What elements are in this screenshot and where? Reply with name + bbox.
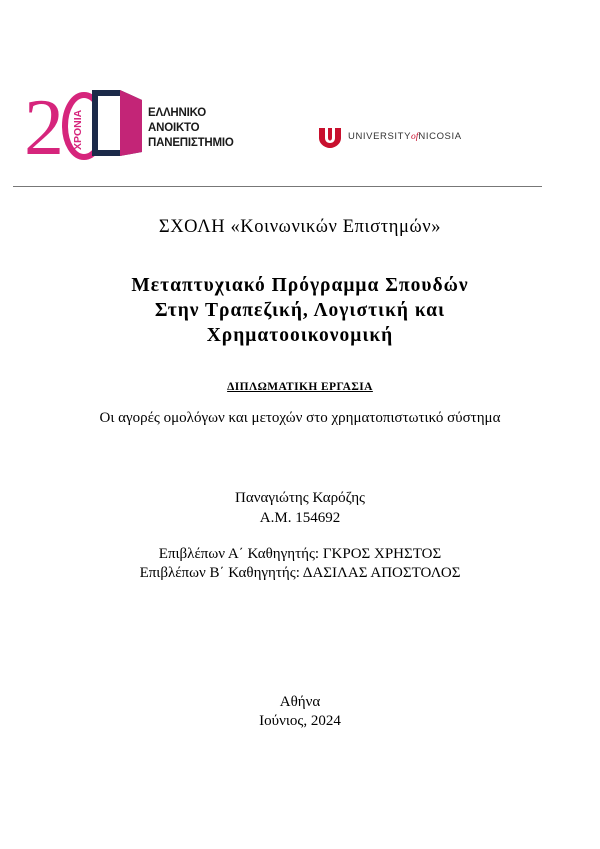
unic-text-nicosia: NICOSIA [418,131,462,142]
student-registration-number: Α.Μ. 154692 [259,510,341,526]
thesis-title: Οι αγορές ομολόγων και μετοχών στο χρηματοπιστωτικό σύστημα [99,410,501,426]
program-title-line-1: Μεταπτυχιακό Πρόγραμμα Σπουδών [131,275,469,296]
hellenic-open-university-logo [24,86,254,160]
eap-years-word: ΧΡΟΝΙΑ [72,109,84,150]
unic-wordmark [348,131,462,142]
unic-text-of: of [411,132,419,142]
eap-name-line-3: ΠΑΝΕΠΙΣΤΗΜΙΟ [148,137,234,149]
thesis-label: ΔΙΠΛΩΜΑΤΙΚΗ ΕΡΓΑΣΙΑ [227,381,373,393]
unic-shield-icon [318,127,342,149]
eap-name-line-2: ΑΝΟΙΚΤΟ [148,122,200,134]
eap-years-number-2: 2 [24,86,64,160]
footer-date: Ιούνιος, 2024 [259,713,341,729]
header-divider [13,186,542,187]
program-title-line-3: Χρηματοοικονομική [206,325,394,346]
university-of-nicosia-logo [318,127,518,149]
program-title-line-2: Στην Τραπεζική, Λογιστική και [154,300,446,321]
supervisor-a: Επιβλέπων Α΄ Καθηγητής: ΓΚΡΟΣ ΧΡΗΣΤΟΣ [158,546,442,562]
unic-text-university: UNIVERSITY [348,131,412,142]
footer-city: Αθήνα [279,694,321,710]
eap-book-page [98,96,120,150]
school-heading: ΣΧΟΛΗ «Κοινωνικών Επιστημών» [158,217,442,237]
supervisor-b: Επιβλέπων Β΄ Καθηγητής: ΔΑΣΙΛΑΣ ΑΠΟΣΤΟΛΟΣ [139,565,461,581]
eap-book-spine [120,90,142,156]
author-name: Παναγιώτης Καρόζης [235,490,365,506]
eap-name-line-1: ΕΛΛΗΝΙΚΟ [148,107,206,119]
